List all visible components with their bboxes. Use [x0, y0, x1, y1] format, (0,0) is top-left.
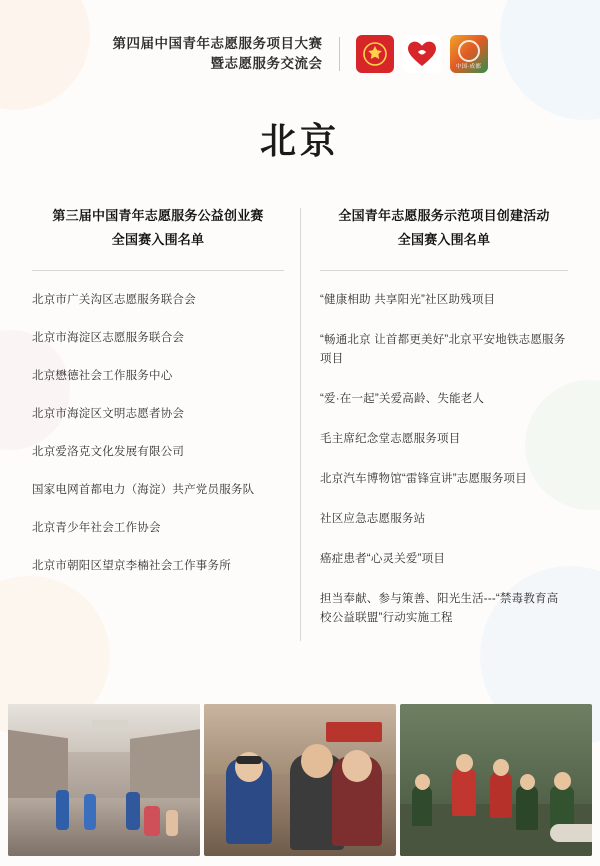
list-item: 北京市海淀区文明志愿者协会 [32, 408, 185, 421]
list-item: 社区应急志愿服务站 [320, 513, 426, 526]
column-right-heading-line2: 全国赛入围名单 [397, 232, 491, 248]
list-item: 北京市海淀区志愿服务联合会 [32, 332, 185, 345]
logo-group [356, 35, 488, 73]
event-title-line2: 暨志愿服务交流会 [210, 55, 323, 71]
poster-header [0, 0, 600, 79]
column-left-rule [32, 270, 284, 271]
column-left-heading [32, 204, 284, 252]
china-chengdu-logo-icon [450, 35, 488, 73]
column-divider [300, 208, 301, 641]
family-indoor-portrait-photo [204, 704, 396, 856]
header-divider [339, 37, 340, 71]
list-item: 癌症患者“心灵关爱”项目 [320, 553, 446, 565]
lists-container [0, 204, 600, 649]
column-left-heading-line1: 第三届中国青年志愿服务公益创业赛 [52, 208, 264, 224]
list-item: 北京市广关沟区志愿服务联合会 [32, 294, 196, 307]
column-right-heading-line1: 全国青年志愿服务示范项目创建活动 [338, 208, 550, 224]
list-item: “畅通北京 让首都更美好”北京平安地铁志愿服务项目 [320, 334, 566, 366]
column-right-rule [320, 270, 568, 271]
column-left-heading-line2: 全国赛入围名单 [111, 232, 205, 248]
list-item: 北京青少年社会工作协会 [32, 522, 161, 535]
youth-league-emblem-icon [356, 35, 394, 73]
list-item: 国家电网首都电力（海淀）共产党员服务队 [32, 484, 255, 497]
list-item: 担当奉献、参与策善、阳光生活---“禁毒教育高校公益联盟”行动实施工程 [320, 592, 559, 624]
event-title [113, 34, 323, 73]
list-item: 毛主席纪念堂志愿服务项目 [320, 433, 461, 446]
list-item: 北京爱洛克文化发展有限公司 [32, 446, 185, 459]
list-item: 北京市朝阳区望京李楠社会工作事务所 [32, 560, 231, 572]
red-heart-volunteer-icon [403, 35, 441, 73]
page-title: 北京 [259, 120, 340, 162]
list-item: 北京汽车博物馆“雷锋宣讲”志愿服务项目 [320, 473, 527, 486]
list-item: 北京懋德社会工作服务中心 [32, 370, 173, 383]
list-item: “爱·在一起”关爱高龄、失能老人 [320, 393, 485, 406]
list-item: “健康相助 共享阳光”社区助残项目 [320, 294, 496, 307]
volunteers-teaching-children-photo [400, 704, 592, 856]
column-right-heading [320, 204, 568, 252]
city-logo-caption: 中国·成都 [455, 63, 482, 70]
event-title-line1: 第四届中国青年志愿服务项目大赛 [112, 36, 323, 51]
subway-station-volunteers-photo [8, 704, 200, 856]
list-column-left [24, 204, 300, 649]
list-column-right [300, 204, 576, 649]
photo-strip [0, 704, 600, 866]
